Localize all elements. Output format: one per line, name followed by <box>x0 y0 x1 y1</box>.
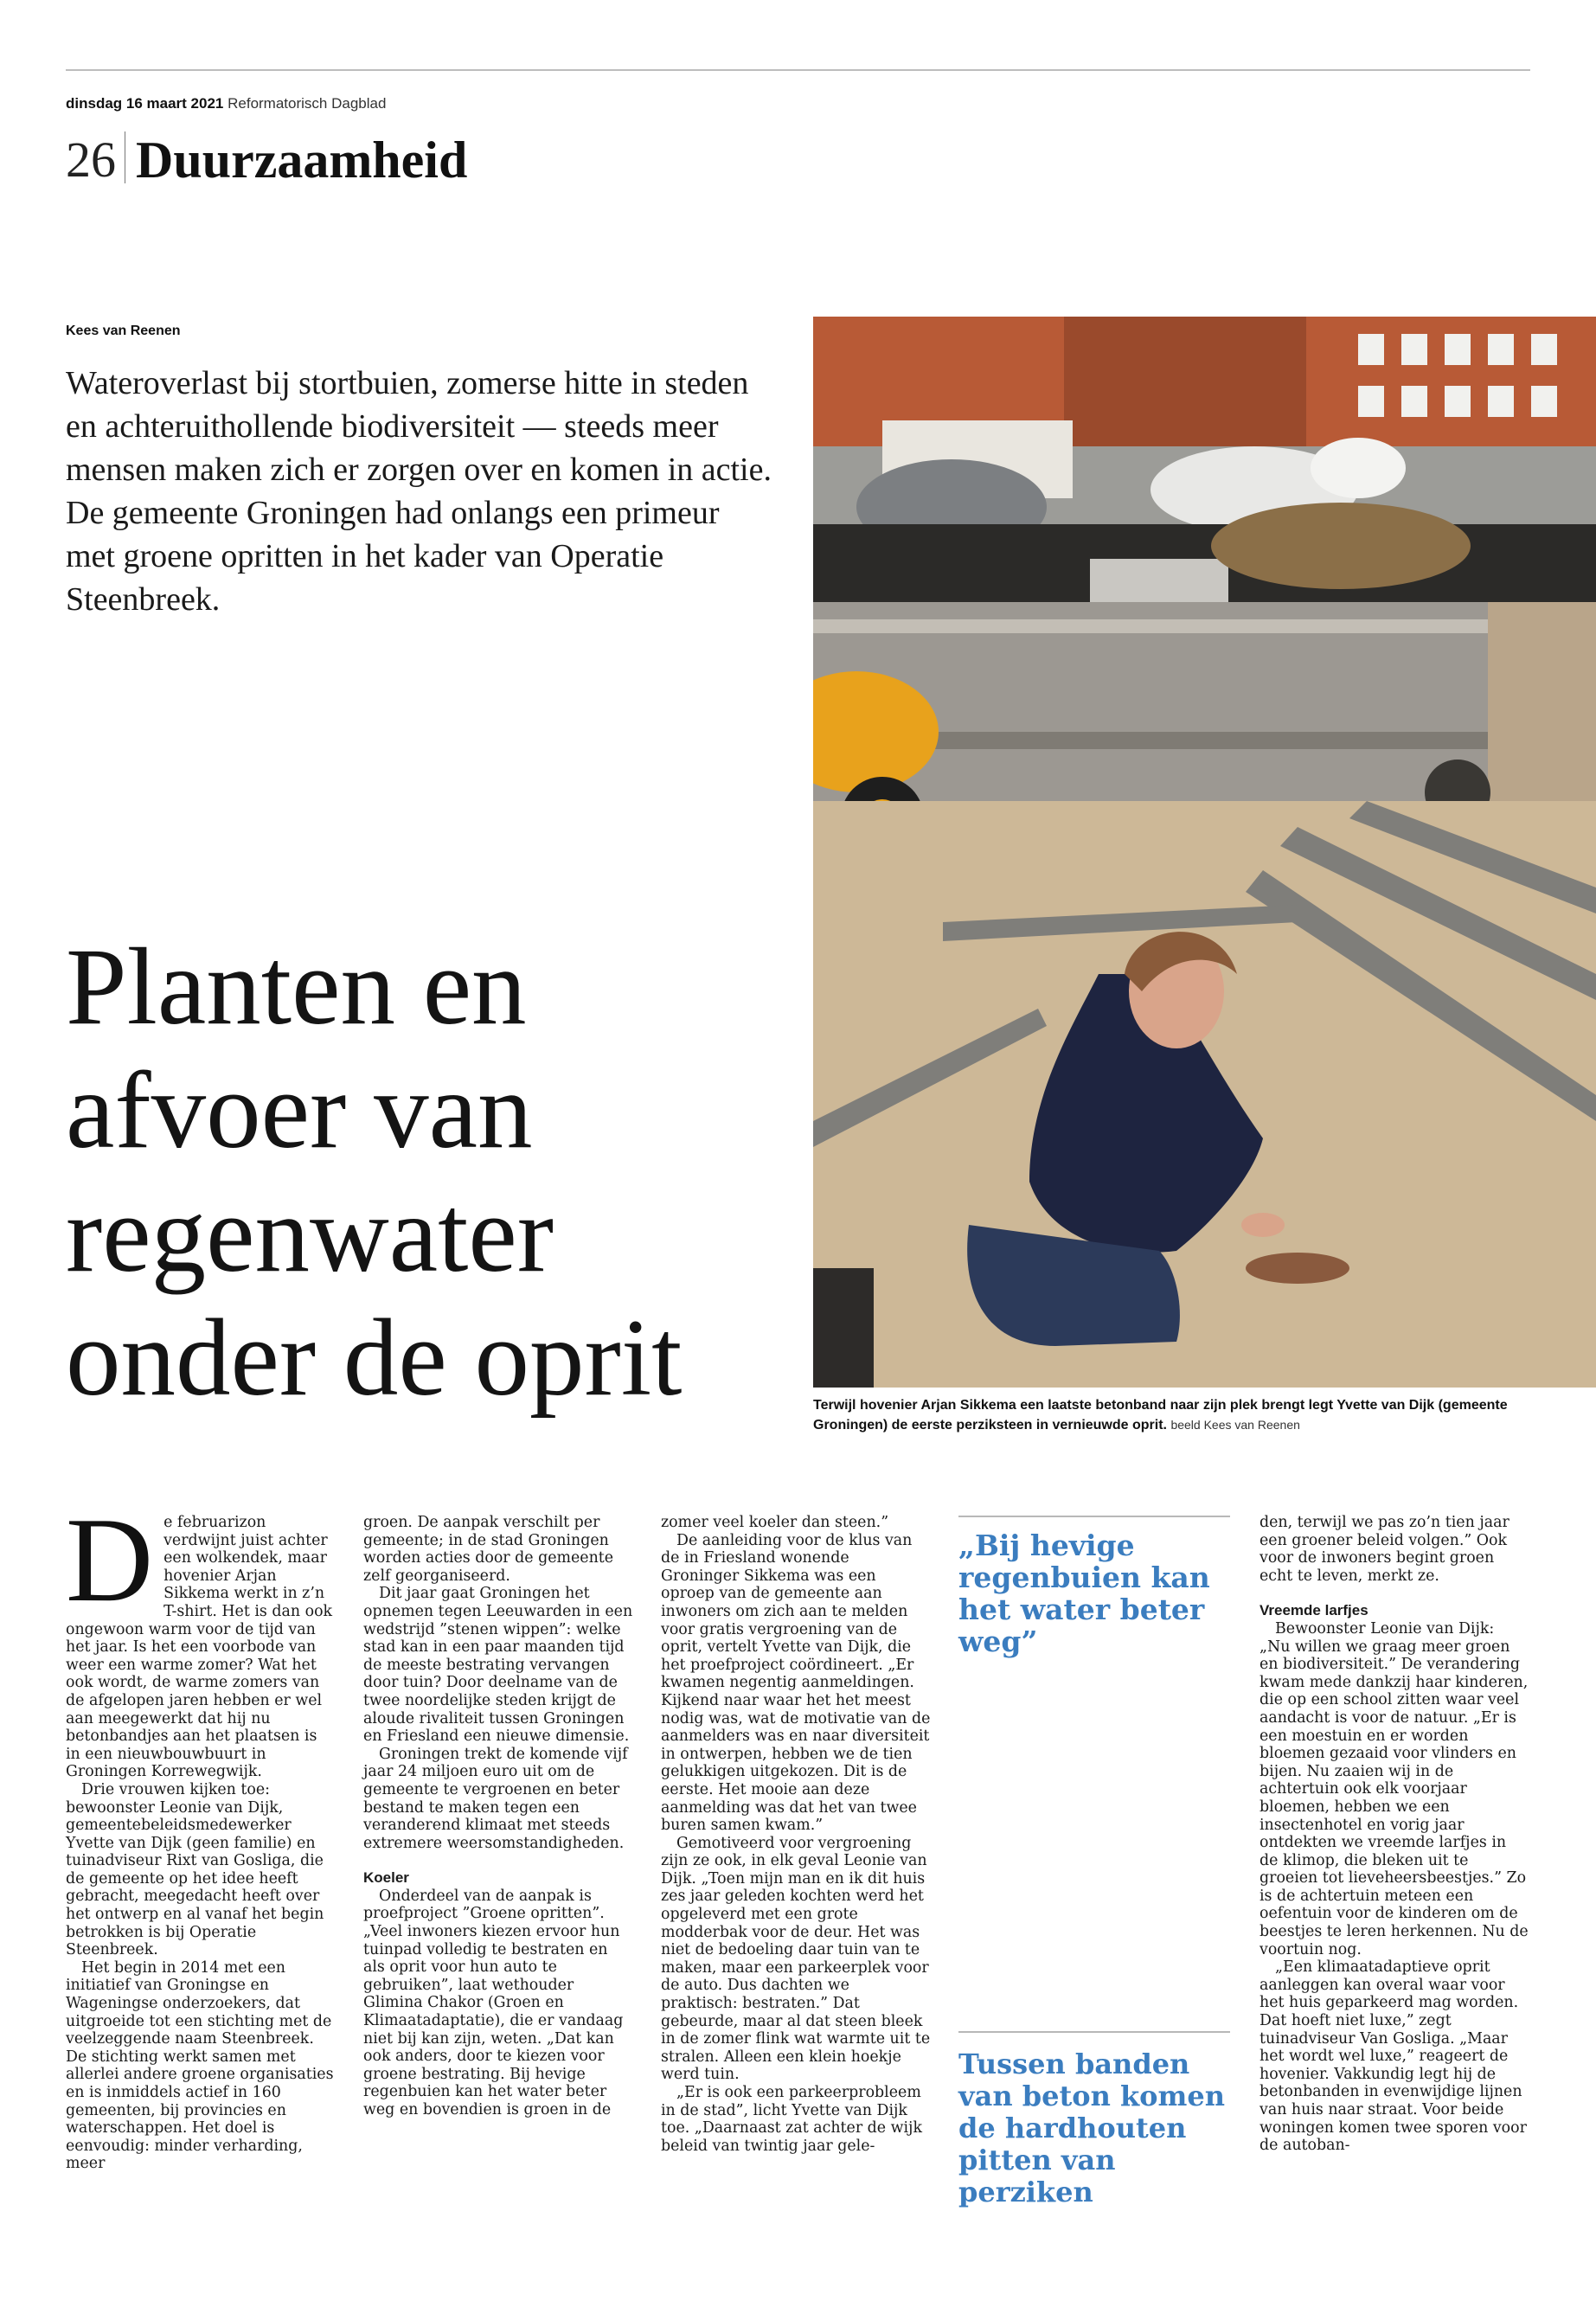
body-column-1 <box>66 1493 336 2173</box>
paragraph: „Er is ook een parkeerprobleem in de stad”, licht Yvette van Dijk toe. „Daarnaast zat achter de wijk beleid van twintig jaar gele- <box>661 2084 922 2155</box>
quote-rule-top <box>958 1516 1230 1517</box>
publication: Reformatorisch Dagblad <box>228 95 387 112</box>
body-column-5 <box>1259 1514 1529 2155</box>
paragraph: e februarizon verdwijnt juist achter een wolkendek, maar hovenier Arjan Sikkema werkt in z’n T-shirt. Het is dan ook ongewoon warm voor de tijd van het jaar. Is het een voorbode van weer een warme zomer? Wat het ook wordt, de warme zomers van de afgelopen jaren hebben er wel aan meegewerkt dat hij nu betonbandjes aan het plaatsen is in een nieuwbouwbuurt in Groningen Korrewegwijk. <box>66 1514 333 1781</box>
paragraph: Bewoonster Leonie van Dijk: „Nu willen we graag meer groen en biodiversiteit.” De verandering kwam mede dankzij haar kinderen, die op een school zitten waar veel aandacht is voor de natuur. „Er is een moestuin en er worden bloemen gezaaid voor vlinders en bijen. Nu zaaien wij in de achtertuin ook elk voorjaar bloemen, hebben we een insectenhotel en vorig jaar ontdekten we vreemde larfjes in de klimop, die bleken uit te groeien tot lieveheersbeestjes.” Zo is de achtertuin meteen een oefentuin voor de kinderen om de beestjes te leren herkennen. Nu de voortuin nog. <box>1259 1619 1529 1958</box>
spacer <box>1259 1585 1529 1602</box>
date: dinsdag 16 maart 2021 <box>66 95 224 112</box>
spacer <box>363 1852 633 1869</box>
article-intro: Wateroverlast bij stortbuien, zomerse hitte in steden en achteruithollende biodiversiteit — steeds meer mensen maken zich er zorgen over en komen in actie. De gemeente Groningen had onlangs een primeur met groene opritten in het kader van Operatie Steenbreek. <box>66 365 772 618</box>
paragraph: Groningen trekt de komende vijf jaar 24 miljoen euro uit om de gemeente te vergroenen en beter bestand te maken tegen een veranderend klimaat met steeds extremere weersomstandigheden. <box>363 1745 628 1852</box>
author-byline: Kees van Reenen <box>66 324 181 338</box>
body-column-2 <box>363 1514 633 2119</box>
pull-quote: „Bij hevige regenbuien kan het water beter weg” <box>958 1529 1210 1658</box>
paragraph: Onderdeel van de aanpak is proefproject ”Groene opritten”. „Veel inwoners kiezen ervoor hun tuinpad volledig te bestraten en als oprit voor hun auto te gebruiken”, laat wethouder Glimina Chakor (Groen en Klimaatadaptatie), die er vandaag niet bij kan zijn, weten. „Dat kan ook anders, door te kiezen voor groene bestrating. Bij hevige regenbuien kan het water beter weg en bovendien is groen in de <box>363 1887 624 2118</box>
photo-credit: beeld Kees van Reenen <box>1170 1418 1300 1432</box>
paragraph: De aanleiding voor de klus van de in Friesland wonende Groninger Sikkema was een oproep van de gemeente aan inwoners om zich aan te melden voor gratis vergroening van de oprit, vertelt Yvette van Dijk, die het proefproject coördineert. „Er kwamen negentig aanmeldingen. Kijkend naar waar het het meest nodig was, wat de motivatie van de aanmelders was en naar diversiteit in ontwerpen, hebben we de tien gelukkigen uitgekozen. Dit is de eerste. Het mooie aan deze aanmelding was dat het van twee buren samen kwam.” <box>661 1531 931 1835</box>
section-title: Duurzaamheid <box>136 131 468 189</box>
subheading: Vreemde larfjes <box>1259 1602 1368 1619</box>
subheading: Koeler <box>363 1869 409 1887</box>
quote-rule-bottom <box>958 2031 1230 2033</box>
paragraph: Dit jaar gaat Groningen het opnemen tegen Leeuwarden in een wedstrijd ”stenen wippen”: welke stad kan in een paar maanden tijd de meeste bestrating vervangen door tuin? Door deelname van de twee noordelijke steden krijgt de aloude rivaliteit tussen Groningen en Friesland een nieuwe dimensie. <box>363 1585 633 1746</box>
paragraph: zomer veel koeler dan steen.” <box>661 1514 889 1531</box>
drop-cap: D <box>66 1493 154 1627</box>
pull-quote-secondary: Tussen banden van beton komen de hardhouten pitten van perziken <box>958 2048 1225 2208</box>
dateline <box>66 95 386 112</box>
paragraph: den, terwijl we pas zo’n tien jaar een groener beleid volgen.” Ook voor de inwoners begint groen echt te leven, merkt ze. <box>1259 1514 1509 1585</box>
paragraph: Drie vrouwen kijken toe: bewoonster Leonie van Dijk, gemeentebeleidsmedewerker Yvette van Dijk (geen familie) en tuinadviseur Rixt van Gosliga, die de gemeente op het idee heeft gebracht, meegedacht heeft over het ontwerp en al vanaf het begin betrokken is bij Operatie Steenbreek. <box>66 1780 324 1959</box>
photo-caption <box>813 1396 1566 1435</box>
section-header <box>66 126 467 187</box>
paragraph: groen. De aanpak verschilt per gemeente; in de stad Groningen worden acties door de gemeente zelf georganiseerd. <box>363 1514 614 1585</box>
paragraph: Gemotiveerd voor vergroening zijn ze ook, in elk geval Leonie van Dijk. „Toen mijn man en ik dit huis zes jaar geleden kochten werd het opgeleverd met een grote modderbak voor de deur. Het was niet de bedoeling daar tuin van te maken, maar een parkeerplek voor de auto. Dus dachten we praktisch: bestraten.” Dat gebeurde, maar al dat steen bleek in de zomer flink wat warmte uit te stralen. Alleen een klein hoekje werd tuin. <box>661 1834 931 2084</box>
body-column-3 <box>661 1514 931 2155</box>
page-number: 26 <box>66 131 116 188</box>
paragraph: Het begin in 2014 met een initiatief van Groningse en Wageningse onderzoekers, dat uitgroeide tot een stichting met de veelzeggende naam Steenbreek. De stichting werkt samen met allerlei andere groene organisaties en is inmiddels actief in 160 gemeenten, bij provincies en waterschappen. Het doel is eenvoudig: minder verharding, meer <box>66 1958 334 2173</box>
paragraph: „Een klimaatadaptieve oprit aanleggen kan overal waar voor het huis geparkeerd mag worden. Dat hoeft niet luxe,” zegt tuinadviseur Van Gosliga. „Maar het wordt wel luxe,” reageert de hovenier. Vakkundig legt hij de betonbanden in evenwijdige lijnen van huis naar straat. Voor beide woningen komen twee sporen voor de autoban- <box>1259 1958 1527 2155</box>
header-rule <box>66 69 1530 71</box>
article-headline: Planten en afvoer van regenwater onder de oprit <box>66 926 683 1419</box>
caption-text: Terwijl hovenier Arjan Sikkema een laatste betonband naar zijn plek brengt legt Yvette van Dijk (gemeente Groningen) de eerste perziksteen in vernieuwde oprit. <box>813 1398 1508 1433</box>
article-photo <box>813 317 1596 1388</box>
